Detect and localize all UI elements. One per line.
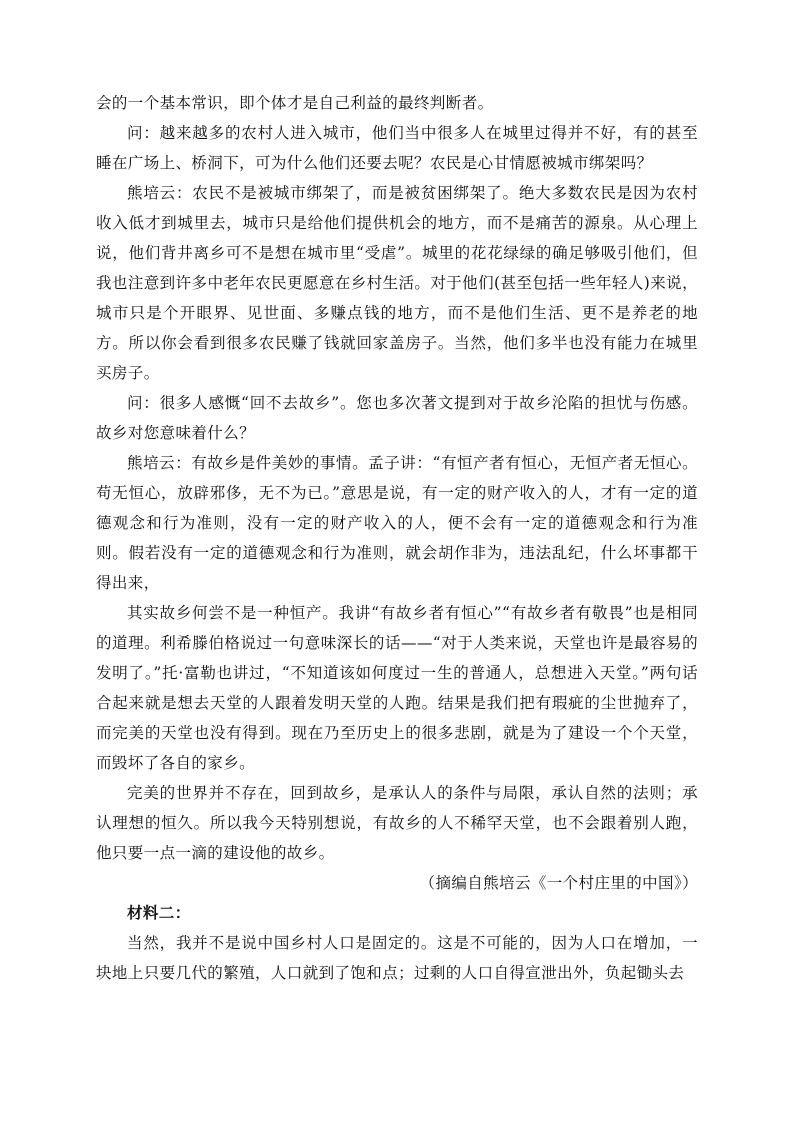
paragraph-answer-1: 熊培云：农民不是被城市绑架了，而是被贫困绑架了。绝大多数农民是因为农村收入低才到城里去，城市只是给他们提供机会的地方，而不是痛苦的源泉。从心理上说，他们背井离乡可不是想在城市里“受虐”。城里的花花绿绿的确足够吸引他们，但我也注意到许多中老年农民更愿意在乡村生活。对于他们(甚至包括一些年轻人)来说，城市只是个开眼界、见世面、多赚点钱的地方，而不是他们生活、更不是养老的地方。所以你会看到很多农民赚了钱就回家盖房子。当然，他们多半也没有能力在城里买房子。: [96, 184, 698, 382]
document-body: [96, 88, 698, 988]
paragraph-answer-2-continued: 其实故乡何尝不是一种恒产。我讲“有故乡者有恒心”“有故乡者有敬畏”也是相同的道理。利希滕伯格说过一句意味深长的话——“对于人类来说，天堂也许是最容易的发明了。”托·富勒也讲过，“不知道该如何度过一生的普通人，总想进入天堂。”两句话合起来就是想去天堂的人跟着发明天堂的人跑。结果是我们把有瑕疵的尘世抛弃了，而完美的天堂也没有得到。现在乃至历史上的很多悲剧，就是为了建设一个个天堂，而毁坏了各自的家乡。: [96, 604, 698, 772]
paragraph-answer-2-conclusion: 完美的世界并不存在，回到故乡，是承认人的条件与局限，承认自然的法则；承认理想的恒久。所以我今天特别想说，有故乡的人不稀罕天堂，也不会跟着别人跑，他只要一点一滴的建设他的故乡。: [96, 784, 698, 862]
source-citation: （摘编自熊培云《一个村庄里的中国》）: [419, 874, 698, 892]
section-heading: 材料二：: [127, 904, 191, 922]
paragraph-question-1: 问：越来越多的农村人进入城市，他们当中很多人在城里过得并不好，有的甚至睡在广场上、桥洞下，可为什么他们还要去呢？农民是心甘情愿被城市绑架吗？: [96, 124, 698, 172]
paragraph-continuation: 会的一个基本常识，即个体才是自己利益的最终判断者。: [96, 94, 494, 112]
paragraph-question-2: 问：很多人感慨“回不去故乡”。您也多次著文提到对于故乡沦陷的担忧与伤感。故乡对您意味着什么？: [96, 394, 698, 442]
section-paragraph: 当然，我并不是说中国乡村人口是固定的。这是不可能的，因为人口在增加，一块地上只要几代的繁殖，人口就到了饱和点；过剩的人口自得宣泄出外，负起锄头去: [96, 934, 698, 982]
paragraph-answer-2: 熊培云：有故乡是件美妙的事情。孟子讲：“有恒产者有恒心，无恒产者无恒心。苟无恒心，放辟邪侈，无不为已。”意思是说，有一定的财产收入的人，才有一定的道德观念和行为准则，没有一定的财产收入的人，便不会有一定的道德观念和行为准则。假若没有一定的道德观念和行为准则，就会胡作非为，违法乱纪，什么坏事都干得出来，: [96, 454, 698, 592]
